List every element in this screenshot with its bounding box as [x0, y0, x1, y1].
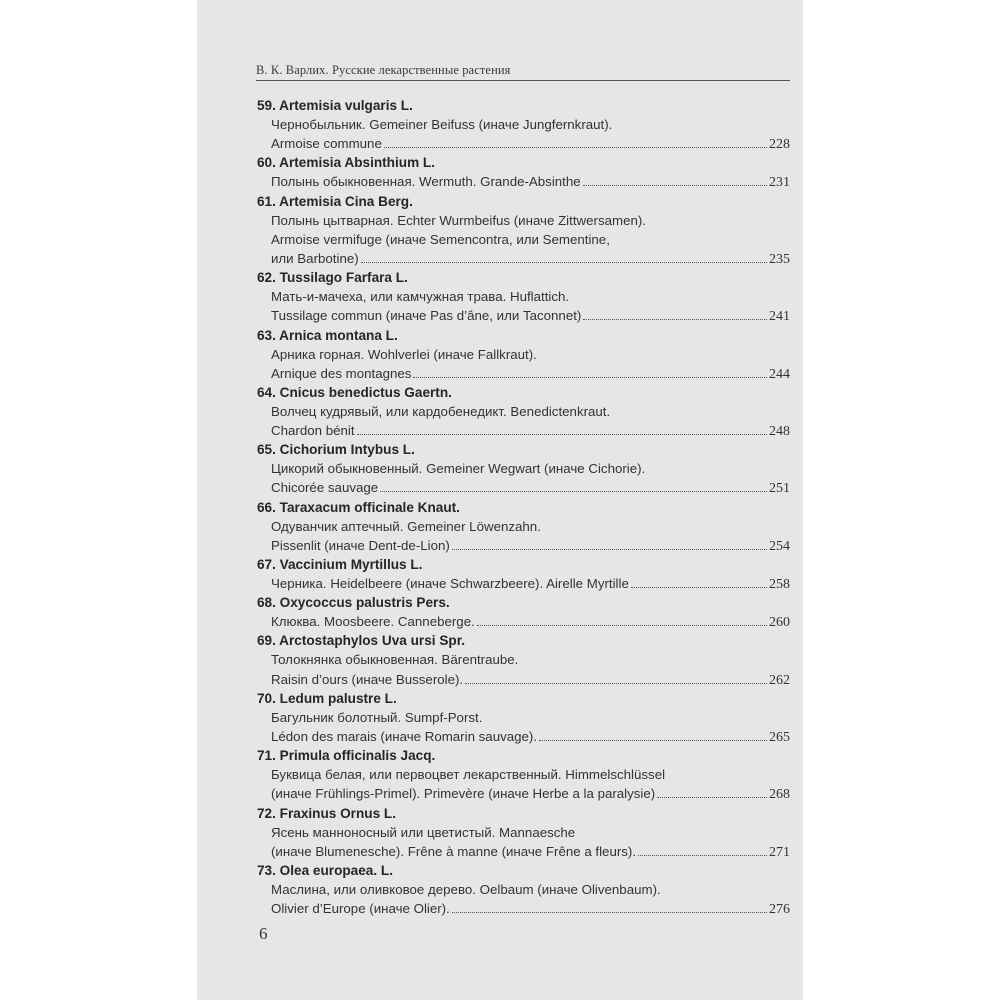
- entry-description-text: Olivier d’Europe (иначе Olier).: [271, 901, 450, 917]
- page-number: 6: [259, 924, 268, 943]
- entry-description-text: или Barbotine): [271, 250, 359, 266]
- toc-entry: [257, 383, 790, 440]
- entry-description-text: Chicorée sauvage: [271, 480, 379, 496]
- dot-leader: [657, 796, 767, 798]
- entry-page-number: 244: [769, 366, 790, 382]
- entry-title: 65. Cichorium Intybus L.: [257, 442, 415, 458]
- entry-title: 69. Arctostaphylos Uva ursi Spr.: [257, 633, 466, 649]
- entry-description-text: Chardon bénit: [271, 423, 355, 439]
- entry-description-last-line: [257, 421, 790, 440]
- entry-description-text: Клюква. Moosbeere. Canneberge.: [271, 614, 475, 630]
- dot-leader: [477, 624, 767, 626]
- toc-entry: [257, 746, 790, 803]
- entry-page-number: 235: [769, 251, 790, 267]
- table-of-contents: [257, 96, 790, 918]
- toc-entry: [257, 498, 790, 555]
- entry-description-line: Толокнянка обыкновенная. Bärentraube.: [271, 652, 519, 668]
- entry-description-text: Pissenlit (иначе Dent-de-Lion): [271, 537, 450, 553]
- entry-description-last-line: [257, 249, 790, 268]
- entry-description-line: Арника горная. Wohlverlei (иначе Fallkraut).: [271, 346, 537, 362]
- dot-leader: [452, 911, 767, 913]
- entry-title: 59. Artemisia vulgaris L.: [257, 98, 413, 113]
- entry-description-last-line: [257, 536, 790, 555]
- dot-leader: [583, 184, 767, 186]
- entry-description-text: Tussilage commun (иначе Pas d’âne, или Taconnet): [271, 308, 582, 324]
- entry-page-number: 268: [769, 787, 790, 803]
- entry-title: 63. Arnica montana L.: [257, 327, 398, 343]
- entry-title: 64. Cnicus benedictus Gaertn.: [257, 384, 452, 400]
- entry-description-line: Волчец кудрявый, или кардобенедикт. Benedictenkraut.: [271, 403, 611, 419]
- toc-entry: [257, 593, 790, 631]
- entry-description-text: (иначе Frühlings-Primel). Primevère (иначе Herbe a la paralysie): [271, 786, 656, 802]
- entry-page-number: 248: [769, 424, 790, 440]
- entry-description-last-line: [257, 670, 790, 689]
- entry-description-line: Буквица белая, или первоцвет лекарственный. Himmelschlüssel: [271, 767, 666, 783]
- entry-description-line: Armoise vermifuge (иначе Semencontra, или Sementine,: [271, 231, 610, 247]
- entry-title: 66. Taraxacum officinale Knaut.: [257, 499, 460, 515]
- entry-page-number: 258: [769, 577, 790, 592]
- entry-description-last-line: [257, 899, 790, 918]
- entry-description-line: Чернобыльник. Gemeiner Beifuss (иначе Jungfernkraut).: [271, 117, 613, 132]
- entry-description-line: Мать-и-мачеха, или камчужная трава. Huflattich.: [271, 289, 570, 305]
- dot-leader: [539, 739, 767, 741]
- dot-leader: [384, 146, 767, 148]
- entry-description-last-line: [257, 134, 790, 153]
- entry-page-number: 251: [769, 481, 790, 497]
- entry-description-text: Arnique des montagnes: [271, 365, 412, 381]
- running-header: В. К. Варлих. Русские лекарственные растения: [256, 63, 511, 77]
- entry-title: 62. Tussilago Farfara L.: [257, 270, 408, 286]
- toc-entry: [257, 440, 790, 497]
- entry-page-number: 228: [769, 137, 790, 153]
- toc-entry: [257, 804, 790, 861]
- toc-entry: [257, 689, 790, 746]
- toc-entry: [257, 326, 790, 383]
- entry-page-number: 276: [769, 902, 790, 918]
- entry-description-text: Lédon des marais (иначе Romarin sauvage).: [271, 728, 538, 744]
- entry-title: 73. Olea europaea. L.: [257, 862, 393, 878]
- header-rule: [256, 80, 790, 81]
- entry-page-number: 241: [769, 309, 790, 325]
- entry-description-line: Цикорий обыкновенный. Gemeiner Wegwart (иначе Cichorie).: [271, 461, 646, 477]
- toc-entry: [257, 631, 790, 688]
- entry-title: 61. Artemisia Cina Berg.: [257, 193, 413, 209]
- dot-leader: [465, 682, 767, 684]
- dot-leader: [361, 261, 767, 263]
- entry-description-text: Raisin d’ours (иначе Busserole).: [271, 671, 464, 687]
- entry-description-last-line: [257, 842, 790, 861]
- toc-entry: [257, 268, 790, 325]
- toc-entry: [257, 555, 790, 593]
- entry-title: 71. Primula officinalis Jacq.: [257, 748, 436, 764]
- entry-description-line: Одуванчик аптечный. Gemeiner Löwenzahn.: [271, 518, 541, 534]
- entry-description-line: Полынь цытварная. Echter Wurmbeifus (иначе Zittwersamen).: [271, 212, 646, 228]
- entry-page-number: 254: [769, 538, 790, 554]
- entry-description-last-line: [257, 727, 790, 746]
- entry-description-last-line: [257, 478, 790, 497]
- entry-description-line: Багульник болотный. Sumpf-Porst.: [271, 709, 483, 725]
- toc-entry: [257, 96, 790, 153]
- dot-leader: [357, 433, 767, 435]
- dot-leader: [631, 586, 767, 588]
- dot-leader: [380, 490, 767, 492]
- entry-description-last-line: [257, 306, 790, 325]
- toc-entry: [257, 153, 790, 191]
- toc-entry: [257, 861, 790, 918]
- dot-leader: [413, 376, 767, 378]
- entry-description-last-line: [257, 574, 790, 593]
- entry-description-text: (иначе Blumenesche). Frêne à manne (иначе Frêne a fleurs).: [271, 843, 637, 859]
- entry-description-line: Ясень манноносный или цветистый. Mannaesche: [271, 824, 576, 840]
- toc-entry: [257, 192, 790, 269]
- entry-description-text: Armoise commune: [271, 136, 382, 152]
- entry-title: 72. Fraxinus Ornus L.: [257, 805, 396, 821]
- entry-title: 67. Vaccinium Myrtillus L.: [257, 557, 423, 572]
- entry-description-last-line: [257, 172, 790, 191]
- entry-description-line: Маслина, или оливковое дерево. Oelbaum (иначе Olivenbaum).: [271, 881, 661, 897]
- entry-page-number: 271: [769, 844, 790, 860]
- entry-description-last-line: [257, 784, 790, 803]
- entry-title: 60. Artemisia Absinthium L.: [257, 155, 436, 171]
- entry-page-number: 265: [769, 729, 790, 745]
- dot-leader: [583, 318, 767, 320]
- entry-description-last-line: [257, 364, 790, 383]
- dot-leader: [638, 854, 767, 856]
- entry-description-last-line: [257, 612, 790, 631]
- entry-page-number: 260: [769, 615, 790, 631]
- dot-leader: [452, 548, 767, 550]
- entry-description-text: Черника. Heidelbeere (иначе Schwarzbeere). Airelle Myrtille: [271, 576, 629, 591]
- entry-title: 70. Ledum palustre L.: [257, 690, 397, 706]
- entry-page-number: 231: [769, 175, 790, 191]
- entry-page-number: 262: [769, 672, 790, 688]
- entry-title: 68. Oxycoccus palustris Pers.: [257, 595, 450, 611]
- entry-description-text: Полынь обыкновенная. Wermuth. Grande-Absinthe: [271, 174, 581, 190]
